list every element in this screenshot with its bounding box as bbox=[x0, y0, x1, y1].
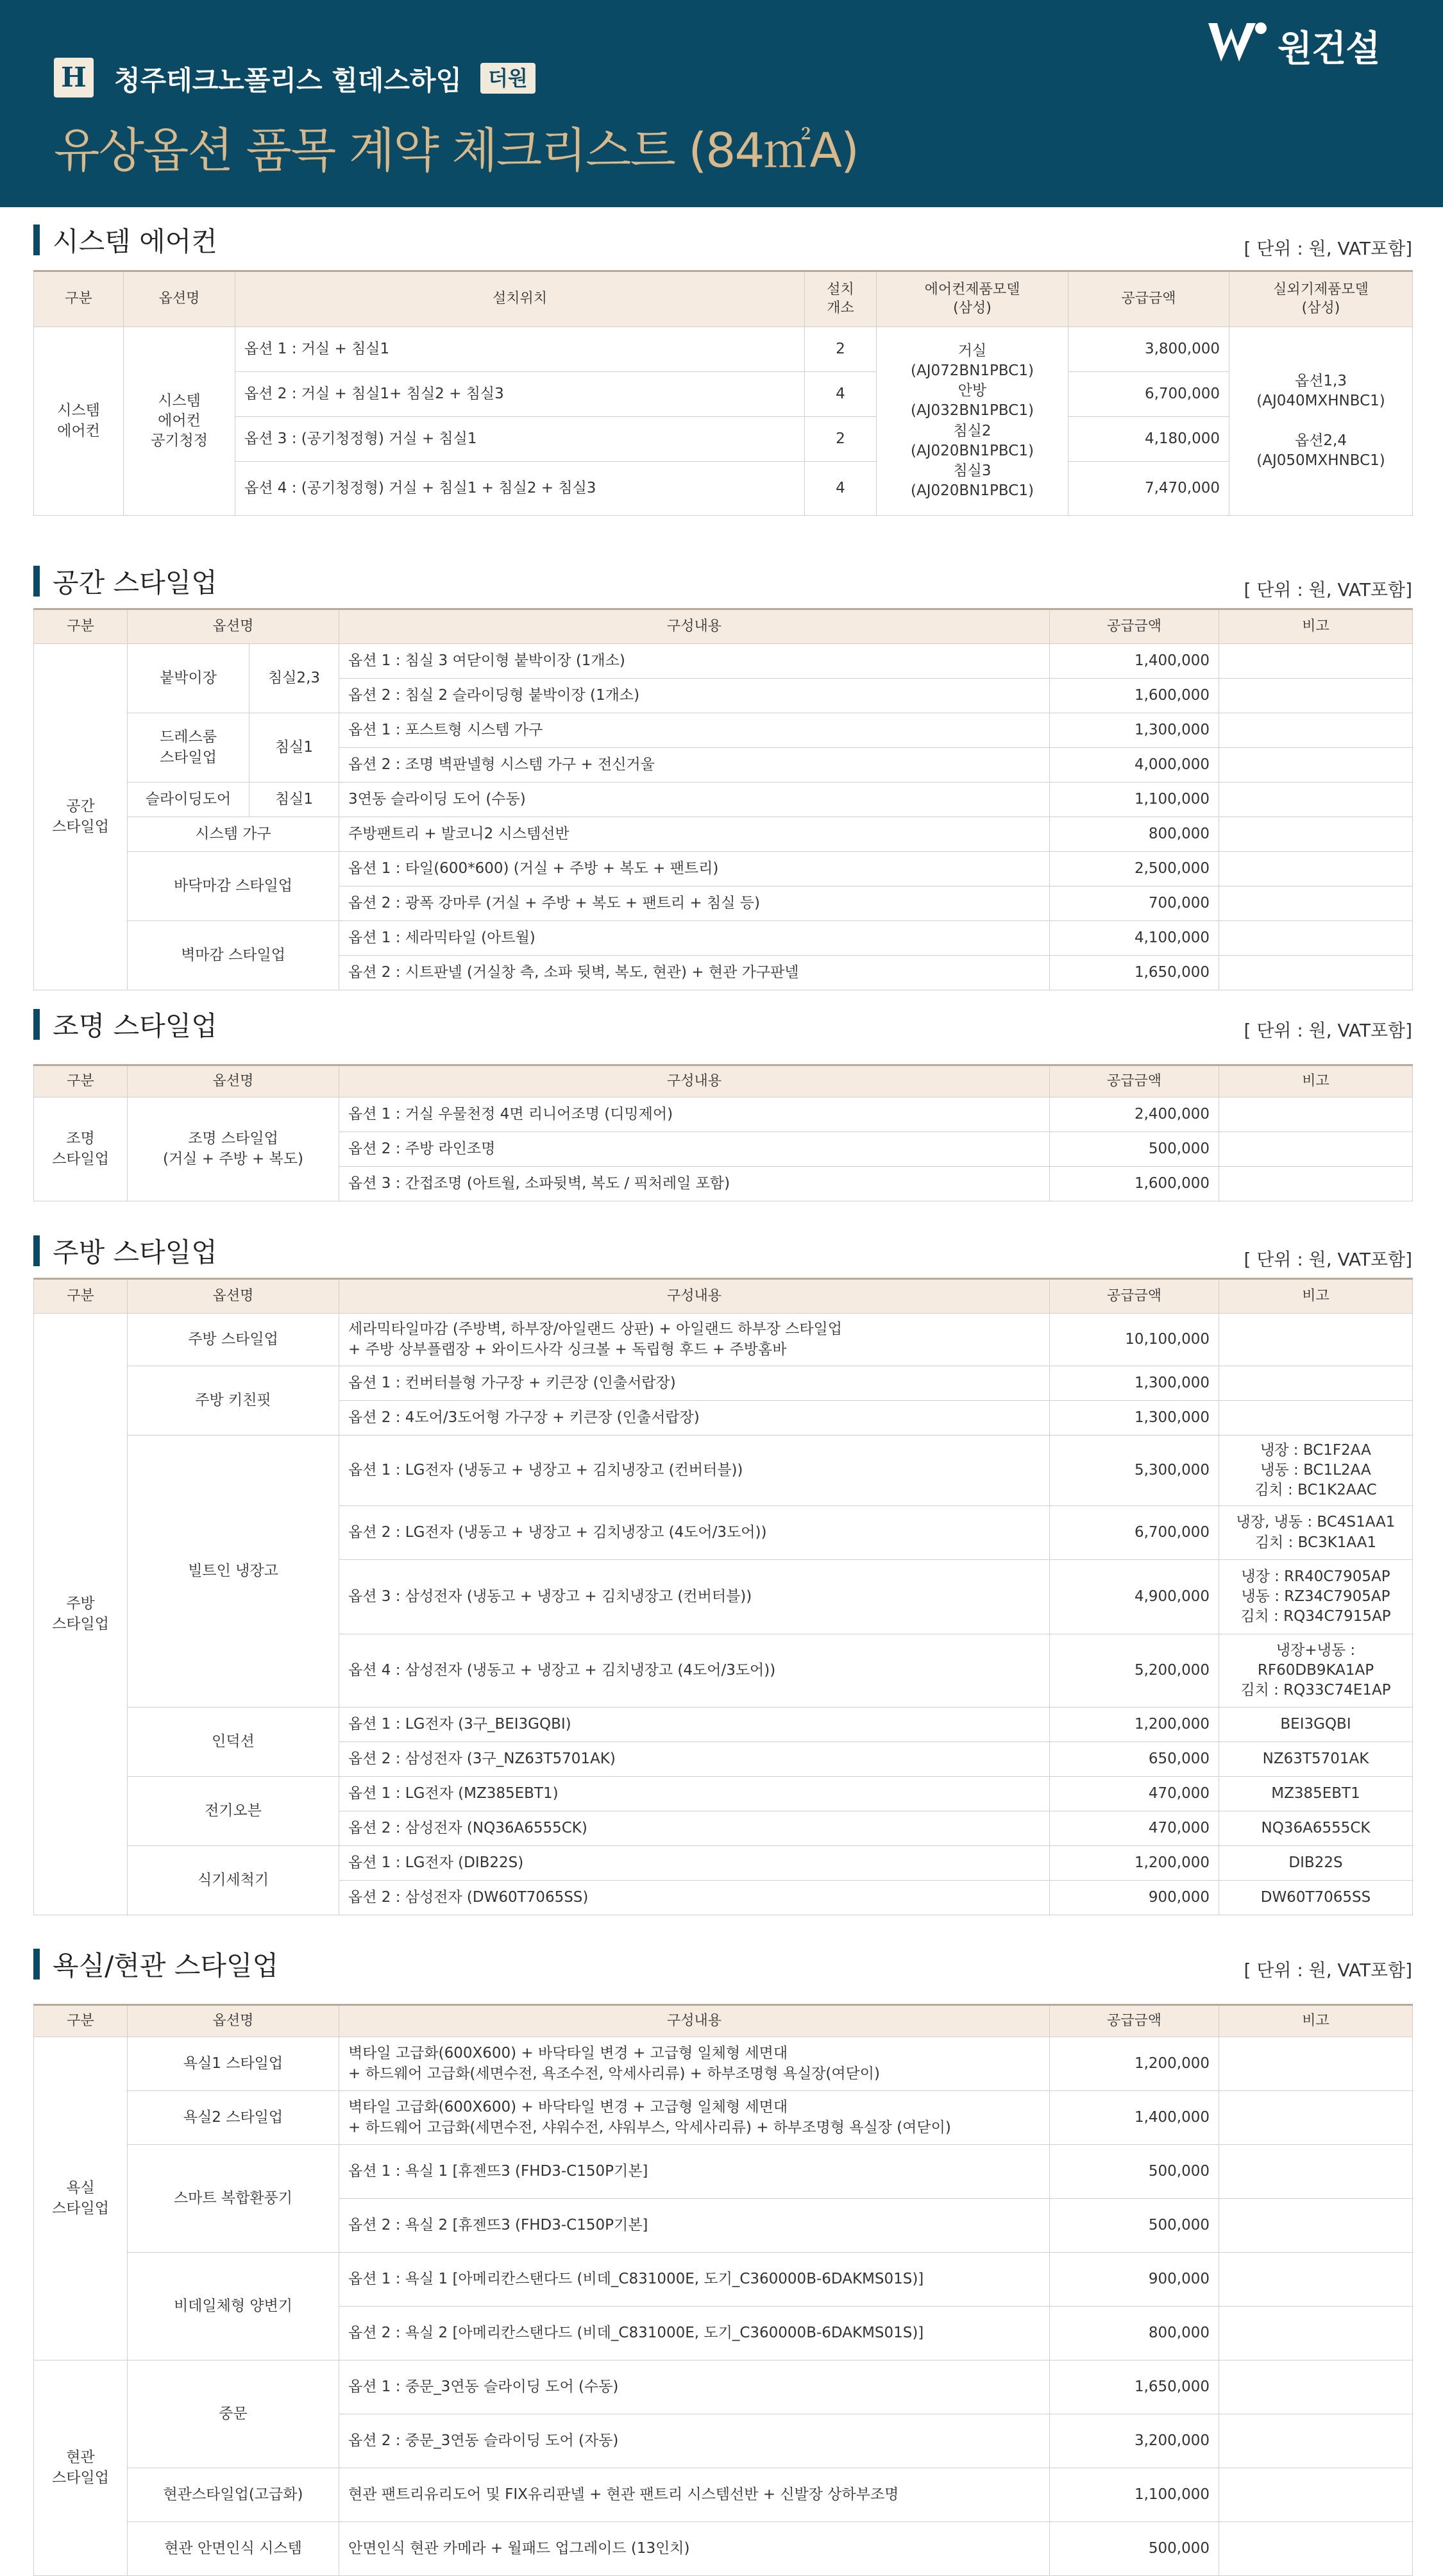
option-group-cell: 인덕션 bbox=[128, 1707, 339, 1777]
content-cell: 옵션 2 : 욕실 2 [휴젠뜨3 (FHD3-C150P기본] bbox=[339, 2199, 1050, 2253]
content-cell: 옵션 2 : 삼성전자 (DW60T7065SS) bbox=[339, 1881, 1050, 1915]
table-row bbox=[34, 462, 1413, 516]
note-cell: 냉장+냉동 : RF60DB9KA1AP 김치 : RQ33C74E1AP bbox=[1219, 1634, 1413, 1707]
content-cell: 옵션 1 : LG전자 (3구_BEI3GQBI) bbox=[339, 1707, 1050, 1742]
table-row bbox=[34, 1777, 1413, 1811]
price-cell: 1,400,000 bbox=[1050, 2091, 1219, 2145]
price-cell: 5,200,000 bbox=[1050, 1634, 1219, 1707]
price-cell: 10,100,000 bbox=[1050, 1314, 1219, 1366]
header-cell: 공급금액 bbox=[1068, 271, 1229, 327]
price-cell: 500,000 bbox=[1050, 2145, 1219, 2199]
brand-w-icon bbox=[1206, 19, 1270, 65]
note-cell: DIB22S bbox=[1219, 1846, 1413, 1881]
option-group-cell: 전기오븐 bbox=[128, 1777, 339, 1846]
room-cell: 침실1 bbox=[249, 713, 339, 783]
price-cell: 1,200,000 bbox=[1050, 1846, 1219, 1881]
note-cell bbox=[1219, 1167, 1413, 1201]
table-row bbox=[34, 1097, 1413, 1132]
section-title: 조명 스타일업 bbox=[53, 1010, 217, 1042]
option-name-cell: 조명 스타일업 (거실 + 주방 + 복도) bbox=[128, 1097, 339, 1201]
table-row bbox=[34, 2522, 1413, 2576]
option-group-cell: 바닥마감 스타일업 bbox=[128, 852, 339, 921]
header-cell: 구분 bbox=[34, 271, 124, 327]
content-cell: 옵션 4 : 삼성전자 (냉동고 + 냉장고 + 김치냉장고 (4도어/3도어)) bbox=[339, 1634, 1050, 1707]
section-marker bbox=[33, 225, 40, 255]
table-row bbox=[34, 1436, 1413, 1506]
content-cell: 벽타일 고급화(600X600) + 바닥타일 변경 + 고급형 일체형 세면대 + 하드웨어 고급화(세면수전, 샤워수전, 샤워부스, 악세사리류) + 하부조명형 욕실장 (여닫이) bbox=[339, 2091, 1050, 2145]
content-cell: 옵션 2 : 4도어/3도어형 가구장 + 키큰장 (인출서랍장) bbox=[339, 1401, 1050, 1436]
note-cell bbox=[1219, 679, 1413, 713]
content-cell: 옵션 3 : 삼성전자 (냉동고 + 냉장고 + 김치냉장고 (컨버터블)) bbox=[339, 1560, 1050, 1634]
section-title: 욕실/현관 스타일업 bbox=[53, 1950, 279, 1981]
note-cell: 냉장, 냉동 : BC4S1AA1 김치 : BC3K1AA1 bbox=[1219, 1506, 1413, 1560]
section-lighting bbox=[33, 1005, 1412, 1192]
section-marker bbox=[33, 566, 40, 597]
note-cell bbox=[1219, 783, 1413, 817]
header-cell: 구성내용 bbox=[339, 609, 1050, 644]
option-group-cell: 주방 스타일업 bbox=[128, 1314, 339, 1366]
content-cell: 옵션 2 : 시트판넬 (거실창 측, 소파 뒷벽, 복도, 현관) + 현관 가구판넬 bbox=[339, 956, 1050, 990]
content-cell: 옵션 2 : 조명 벽판넬형 시스템 가구 + 전신거울 bbox=[339, 748, 1050, 783]
note-cell bbox=[1219, 886, 1413, 921]
count-cell: 2 bbox=[805, 417, 877, 462]
option-group-cell: 현관스타일업(고급화) bbox=[128, 2468, 339, 2522]
option-group-cell: 슬라이딩도어 bbox=[128, 783, 249, 817]
option-group-cell: 욕실1 스타일업 bbox=[128, 2037, 339, 2091]
note-cell bbox=[1219, 2307, 1413, 2360]
option-group-cell: 시스템 가구 bbox=[128, 817, 339, 852]
section-marker bbox=[33, 1949, 40, 1979]
option-group-cell: 드레스룸 스타일업 bbox=[128, 713, 249, 783]
price-cell: 700,000 bbox=[1050, 886, 1219, 921]
header-cell: 에어컨제품모델 (삼성) bbox=[877, 271, 1068, 327]
price-cell: 2,500,000 bbox=[1050, 852, 1219, 886]
table-row bbox=[34, 2253, 1413, 2307]
price-cell: 6,700,000 bbox=[1068, 372, 1229, 417]
option-group-cell: 욕실2 스타일업 bbox=[128, 2091, 339, 2145]
price-cell: 4,900,000 bbox=[1050, 1560, 1219, 1634]
note-cell bbox=[1219, 644, 1413, 679]
price-cell: 4,180,000 bbox=[1068, 417, 1229, 462]
price-cell: 3,800,000 bbox=[1068, 327, 1229, 372]
note-cell bbox=[1219, 852, 1413, 886]
header-cell: 설치위치 bbox=[235, 271, 805, 327]
location-cell: 옵션 2 : 거실 + 침실1+ 침실2 + 침실3 bbox=[235, 372, 805, 417]
header-cell: 비고 bbox=[1219, 2005, 1413, 2037]
price-cell: 4,100,000 bbox=[1050, 921, 1219, 956]
header-cell: 공급금액 bbox=[1050, 1065, 1219, 1097]
note-cell bbox=[1219, 1132, 1413, 1167]
table-row bbox=[34, 2037, 1413, 2091]
count-cell: 4 bbox=[805, 372, 877, 417]
aircon-table bbox=[33, 270, 1413, 516]
option-group-cell: 주방 키친핏 bbox=[128, 1366, 339, 1436]
price-cell: 500,000 bbox=[1050, 1132, 1219, 1167]
option-group-cell: 스마트 복합환풍기 bbox=[128, 2145, 339, 2253]
hildesheim-logo-icon: H bbox=[54, 58, 94, 97]
table-row bbox=[34, 1846, 1413, 1881]
price-cell: 2,400,000 bbox=[1050, 1097, 1219, 1132]
note-cell: NQ36A6555CK bbox=[1219, 1811, 1413, 1846]
table-row bbox=[34, 644, 1413, 679]
section-bath bbox=[33, 1945, 1412, 2557]
page-title: 유상옵션 품목 계약 체크리스트 (84㎡A) bbox=[54, 123, 858, 178]
price-cell: 1,650,000 bbox=[1050, 956, 1219, 990]
price-cell: 1,100,000 bbox=[1050, 783, 1219, 817]
note-cell bbox=[1219, 2253, 1413, 2307]
table-header-row bbox=[34, 1279, 1413, 1314]
content-cell: 안면인식 현관 카메라 + 월패드 업그레이드 (13인치) bbox=[339, 2522, 1050, 2576]
room-cell: 침실1 bbox=[249, 783, 339, 817]
model-cell: 거실 (AJ072BN1PBC1) 안방 (AJ032BN1PBC1) 침실2 (AJ020BN1PBC1) 침실3 (AJ020BN1PBC1) bbox=[877, 327, 1068, 516]
location-cell: 옵션 3 : (공기청정형) 거실 + 침실1 bbox=[235, 417, 805, 462]
price-cell: 1,200,000 bbox=[1050, 1707, 1219, 1742]
note-cell bbox=[1219, 921, 1413, 956]
location-cell: 옵션 1 : 거실 + 침실1 bbox=[235, 327, 805, 372]
section-marker bbox=[33, 1009, 40, 1040]
section-space bbox=[33, 562, 1412, 981]
option-name-cell: 시스템 에어컨 공기청정 bbox=[124, 327, 235, 516]
header-cell: 비고 bbox=[1219, 1279, 1413, 1314]
content-cell: 3연동 슬라이딩 도어 (수동) bbox=[339, 783, 1050, 817]
content-cell: 옵션 1 : 침실 3 여닫이형 붙박이장 (1개소) bbox=[339, 644, 1050, 679]
table-row bbox=[34, 1366, 1413, 1401]
unit-label: [ 단위 : 원, VAT포함] bbox=[1244, 1960, 1412, 1981]
note-cell bbox=[1219, 713, 1413, 748]
section-aircon bbox=[33, 221, 1412, 499]
price-cell: 900,000 bbox=[1050, 2253, 1219, 2307]
table-row bbox=[34, 417, 1413, 462]
header-cell: 구성내용 bbox=[339, 1065, 1050, 1097]
unit-label: [ 단위 : 원, VAT포함] bbox=[1244, 1249, 1412, 1270]
unit-label: [ 단위 : 원, VAT포함] bbox=[1244, 1020, 1412, 1041]
content-cell: 옵션 1 : 욕실 1 [휴젠뜨3 (FHD3-C150P기본] bbox=[339, 2145, 1050, 2199]
header-cell: 실외기제품모델 (삼성) bbox=[1229, 271, 1413, 327]
price-cell: 1,200,000 bbox=[1050, 2037, 1219, 2091]
note-cell bbox=[1219, 2037, 1413, 2091]
price-cell: 6,700,000 bbox=[1050, 1506, 1219, 1560]
table-row bbox=[34, 1707, 1413, 1742]
option-group-cell: 비데일체형 양변기 bbox=[128, 2253, 339, 2360]
price-cell: 470,000 bbox=[1050, 1777, 1219, 1811]
content-cell: 옵션 2 : 주방 라인조명 bbox=[339, 1132, 1050, 1167]
content-cell: 세라믹타일마감 (주방벽, 하부장/아일랜드 상판) + 아일랜드 하부장 스타일업 + 주방 상부플랩장 + 와이드사각 싱크볼 + 독립형 후드 + 주방홈바 bbox=[339, 1314, 1050, 1366]
note-cell bbox=[1219, 1314, 1413, 1366]
note-cell bbox=[1219, 2199, 1413, 2253]
content-cell: 옵션 1 : 컨버터블형 가구장 + 키큰장 (인출서랍장) bbox=[339, 1366, 1050, 1401]
content-cell: 주방팬트리 + 발코니2 시스템선반 bbox=[339, 817, 1050, 852]
content-cell: 현관 팬트리유리도어 및 FIX유리판넬 + 현관 팬트리 시스템선반 + 신발장 상하부조명 bbox=[339, 2468, 1050, 2522]
count-cell: 2 bbox=[805, 327, 877, 372]
lighting-table bbox=[33, 1064, 1413, 1201]
price-cell: 1,300,000 bbox=[1050, 1401, 1219, 1436]
header-cell: 구분 bbox=[34, 2005, 128, 2037]
space-table bbox=[33, 608, 1413, 990]
table-header-row bbox=[34, 2005, 1413, 2037]
room-cell: 침실2,3 bbox=[249, 644, 339, 713]
table-header-row bbox=[34, 1065, 1413, 1097]
option-group-cell: 식기세척기 bbox=[128, 1846, 339, 1915]
price-cell: 1,600,000 bbox=[1050, 679, 1219, 713]
content-cell: 옵션 1 : 타일(600*600) (거실 + 주방 + 복도 + 팬트리) bbox=[339, 852, 1050, 886]
table-row bbox=[34, 852, 1413, 886]
brand-name: 원건설 bbox=[1278, 28, 1380, 70]
price-cell: 4,000,000 bbox=[1050, 748, 1219, 783]
header-cell: 공급금액 bbox=[1050, 609, 1219, 644]
note-cell bbox=[1219, 2414, 1413, 2468]
price-cell: 900,000 bbox=[1050, 1881, 1219, 1915]
header-cell: 옵션명 bbox=[128, 2005, 339, 2037]
content-cell: 옵션 2 : 삼성전자 (3구_NZ63T5701AK) bbox=[339, 1742, 1050, 1777]
section-title: 주방 스타일업 bbox=[53, 1237, 217, 1268]
price-cell: 3,200,000 bbox=[1050, 2414, 1219, 2468]
price-cell: 500,000 bbox=[1050, 2199, 1219, 2253]
option-group-cell: 붙박이장 bbox=[128, 644, 249, 713]
content-cell: 옵션 2 : 침실 2 슬라이딩형 붙박이장 (1개소) bbox=[339, 679, 1050, 713]
section-title: 시스템 에어컨 bbox=[53, 226, 217, 257]
price-cell: 7,470,000 bbox=[1068, 462, 1229, 516]
price-cell: 800,000 bbox=[1050, 817, 1219, 852]
header-cell: 설치 개소 bbox=[805, 271, 877, 327]
category-cell: 현관 스타일업 bbox=[34, 2360, 128, 2576]
note-cell bbox=[1219, 956, 1413, 990]
option-group-cell: 빌트인 냉장고 bbox=[128, 1436, 339, 1707]
unit-label: [ 단위 : 원, VAT포함] bbox=[1244, 238, 1412, 259]
price-cell: 5,300,000 bbox=[1050, 1436, 1219, 1506]
header-cell: 옵션명 bbox=[128, 1065, 339, 1097]
brand-logo bbox=[1206, 19, 1398, 70]
note-cell bbox=[1219, 1097, 1413, 1132]
table-row bbox=[34, 2145, 1413, 2199]
price-cell: 1,400,000 bbox=[1050, 644, 1219, 679]
content-cell: 옵션 2 : 삼성전자 (NQ36A6555CK) bbox=[339, 1811, 1050, 1846]
project-badge: 더원 bbox=[480, 63, 536, 94]
content-cell: 옵션 1 : LG전자 (MZ385EBT1) bbox=[339, 1777, 1050, 1811]
header-cell: 구성내용 bbox=[339, 2005, 1050, 2037]
content-cell: 옵션 2 : 중문_3연동 슬라이딩 도어 (자동) bbox=[339, 2414, 1050, 2468]
note-cell: BEI3GQBI bbox=[1219, 1707, 1413, 1742]
price-cell: 650,000 bbox=[1050, 1742, 1219, 1777]
table-row bbox=[34, 817, 1413, 852]
price-cell: 800,000 bbox=[1050, 2307, 1219, 2360]
project-name: 청주테크노폴리스 힐데스하임 bbox=[114, 65, 462, 96]
table-row bbox=[34, 2091, 1413, 2145]
note-cell bbox=[1219, 2091, 1413, 2145]
section-title: 공간 스타일업 bbox=[53, 567, 217, 598]
option-group-cell: 벽마감 스타일업 bbox=[128, 921, 339, 990]
table-header-row bbox=[34, 609, 1413, 644]
content-cell: 옵션 1 : LG전자 (DIB22S) bbox=[339, 1846, 1050, 1881]
note-cell bbox=[1219, 1401, 1413, 1436]
note-cell: 냉장 : RR40C7905AP 냉동 : RZ34C7905AP 김치 : RQ34C7915AP bbox=[1219, 1560, 1413, 1634]
note-cell bbox=[1219, 2360, 1413, 2414]
table-row bbox=[34, 713, 1413, 748]
kitchen-table bbox=[33, 1278, 1413, 1915]
location-cell: 옵션 4 : (공기청정형) 거실 + 침실1 + 침실2 + 침실3 bbox=[235, 462, 805, 516]
price-cell: 1,600,000 bbox=[1050, 1167, 1219, 1201]
bath-table bbox=[33, 2004, 1413, 2576]
option-group-cell: 중문 bbox=[128, 2360, 339, 2468]
content-cell: 옵션 2 : 욕실 2 [아메리칸스탠다드 (비데_C831000E, 도기_C360000B-6DAKMS01S)] bbox=[339, 2307, 1050, 2360]
section-marker bbox=[33, 1235, 40, 1266]
category-cell: 욕실 스타일업 bbox=[34, 2037, 128, 2360]
category-cell: 조명 스타일업 bbox=[34, 1097, 128, 1201]
category-cell: 시스템 에어컨 bbox=[34, 327, 124, 516]
price-cell: 470,000 bbox=[1050, 1811, 1219, 1846]
table-row bbox=[34, 783, 1413, 817]
note-cell: NZ63T5701AK bbox=[1219, 1742, 1413, 1777]
price-cell: 1,650,000 bbox=[1050, 2360, 1219, 2414]
note-cell bbox=[1219, 2145, 1413, 2199]
content-cell: 옵션 3 : 간접조명 (아트월, 소파뒷벽, 복도 / 픽처레일 포함) bbox=[339, 1167, 1050, 1201]
price-cell: 500,000 bbox=[1050, 2522, 1219, 2576]
table-row bbox=[34, 921, 1413, 956]
table-row bbox=[34, 2468, 1413, 2522]
header-cell: 옵션명 bbox=[124, 271, 235, 327]
category-cell: 공간 스타일업 bbox=[34, 644, 128, 990]
header-cell: 구분 bbox=[34, 1065, 128, 1097]
header-cell: 비고 bbox=[1219, 609, 1413, 644]
note-cell bbox=[1219, 748, 1413, 783]
category-cell: 주방 스타일업 bbox=[34, 1314, 128, 1915]
outdoor-model-cell: 옵션1,3 (AJ040MXHNBC1) 옵션2,4 (AJ050MXHNBC1) bbox=[1229, 327, 1413, 516]
header-cell: 옵션명 bbox=[128, 1279, 339, 1314]
content-cell: 옵션 1 : LG전자 (냉동고 + 냉장고 + 김치냉장고 (컨버터블)) bbox=[339, 1436, 1050, 1506]
note-cell: DW60T7065SS bbox=[1219, 1881, 1413, 1915]
count-cell: 4 bbox=[805, 462, 877, 516]
header-cell: 구성내용 bbox=[339, 1279, 1050, 1314]
content-cell: 옵션 1 : 욕실 1 [아메리칸스탠다드 (비데_C831000E, 도기_C360000B-6DAKMS01S)] bbox=[339, 2253, 1050, 2307]
note-cell bbox=[1219, 817, 1413, 852]
content-cell: 옵션 1 : 중문_3연동 슬라이딩 도어 (수동) bbox=[339, 2360, 1050, 2414]
content-cell: 옵션 1 : 세라믹타일 (아트월) bbox=[339, 921, 1050, 956]
price-cell: 1,300,000 bbox=[1050, 713, 1219, 748]
unit-label: [ 단위 : 원, VAT포함] bbox=[1244, 579, 1412, 600]
content-cell: 벽타일 고급화(600X600) + 바닥타일 변경 + 고급형 일체형 세면대 + 하드웨어 고급화(세면수전, 욕조수전, 악세사리류) + 하부조명형 욕실장(여닫이) bbox=[339, 2037, 1050, 2091]
content-cell: 옵션 1 : 거실 우물천정 4면 리니어조명 (디밍제어) bbox=[339, 1097, 1050, 1132]
header-cell: 구분 bbox=[34, 609, 128, 644]
content-cell: 옵션 2 : LG전자 (냉동고 + 냉장고 + 김치냉장고 (4도어/3도어)) bbox=[339, 1506, 1050, 1560]
table-row bbox=[34, 1314, 1413, 1366]
table-row bbox=[34, 372, 1413, 417]
section-kitchen bbox=[33, 1232, 1412, 1906]
header-cell: 공급금액 bbox=[1050, 1279, 1219, 1314]
note-cell bbox=[1219, 2522, 1413, 2576]
page-header bbox=[0, 0, 1443, 207]
table-header-row bbox=[34, 271, 1413, 327]
note-cell bbox=[1219, 1366, 1413, 1401]
header-cell: 비고 bbox=[1219, 1065, 1413, 1097]
price-cell: 1,300,000 bbox=[1050, 1366, 1219, 1401]
price-cell: 1,100,000 bbox=[1050, 2468, 1219, 2522]
note-cell: 냉장 : BC1F2AA 냉동 : BC1L2AA 김치 : BC1K2AAC bbox=[1219, 1436, 1413, 1506]
header-cell: 공급금액 bbox=[1050, 2005, 1219, 2037]
option-group-cell: 현관 안면인식 시스템 bbox=[128, 2522, 339, 2576]
content-cell: 옵션 2 : 광폭 강마루 (거실 + 주방 + 복도 + 팬트리 + 침실 등) bbox=[339, 886, 1050, 921]
header-cell: 옵션명 bbox=[128, 609, 339, 644]
note-cell: MZ385EBT1 bbox=[1219, 1777, 1413, 1811]
note-cell bbox=[1219, 2468, 1413, 2522]
table-row bbox=[34, 327, 1413, 372]
content-cell: 옵션 1 : 포스트형 시스템 가구 bbox=[339, 713, 1050, 748]
table-row bbox=[34, 2360, 1413, 2414]
header-cell: 구분 bbox=[34, 1279, 128, 1314]
